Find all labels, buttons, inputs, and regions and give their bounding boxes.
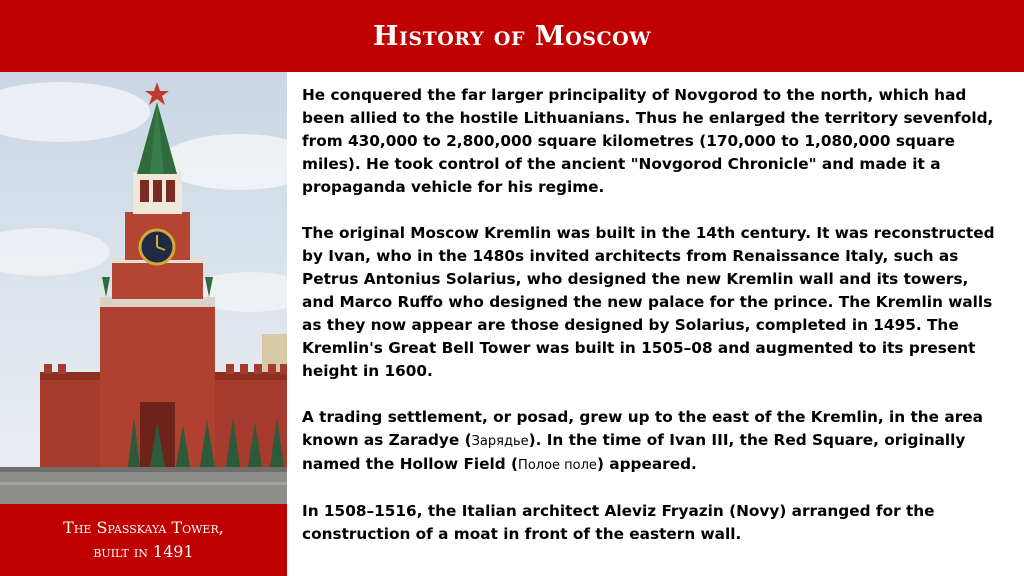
- tower-illustration: [0, 72, 287, 504]
- paragraph-moat: In 1508–1516, the Italian architect Aleviz Fryazin (Novy) arranged for the construction of a moat in front of the eastern wall.: [302, 502, 935, 543]
- spasskaya-tower-photo: [0, 72, 287, 504]
- photo-caption: [0, 504, 287, 576]
- paragraph-posad-text-3: ) appeared.: [596, 455, 697, 473]
- paragraph-posad-text-2: ). In the time of Ivan III, the Red Square, originally named the Hollow Field (: [302, 431, 966, 473]
- paragraph-posad-text-1: A trading settlement, or posad, grew up to the east of the Kremlin, in the area known as Zaradye (: [302, 408, 983, 449]
- caption-line-1: The Spasskaya Tower,: [63, 518, 224, 537]
- paragraph-posad: [302, 406, 1002, 477]
- russian-term-poloe-pole: Полое поле: [518, 458, 597, 473]
- paragraph-kremlin: The original Moscow Kremlin was built in the 14th century. It was reconstructed by Ivan, who in the 1480s invited architects from Renaissance Italy, such as Petrus Antonius Solarius, who designed the new Kremlin wall and its towers, and Marco Ruffo who designed the new palace for the prince. The Kremlin walls as they now appear are those designed by Solarius, completed in 1495. The Kremlin's Great Bell Tower was built in 1505–08 and augmented to its present height in 1600.: [302, 224, 995, 380]
- caption-line-2: built in 1491: [93, 542, 194, 561]
- paragraph-novgorod: He conquered the far larger principality of Novgorod to the north, which had been allied to the hostile Lithuanians. Thus he enlarged the territory sevenfold, from 430,000 to 2,800,000 square kilometres (170,000 to 1,080,000 square miles). He took control of the ancient "Novgorod Chronicle" and made it a propaganda vehicle for his regime.: [302, 86, 994, 196]
- slide-title: History of Moscow: [372, 20, 652, 52]
- body-text: [302, 84, 1002, 569]
- russian-term-zaryadye: Зарядье: [471, 434, 529, 449]
- title-banner: [0, 0, 1024, 72]
